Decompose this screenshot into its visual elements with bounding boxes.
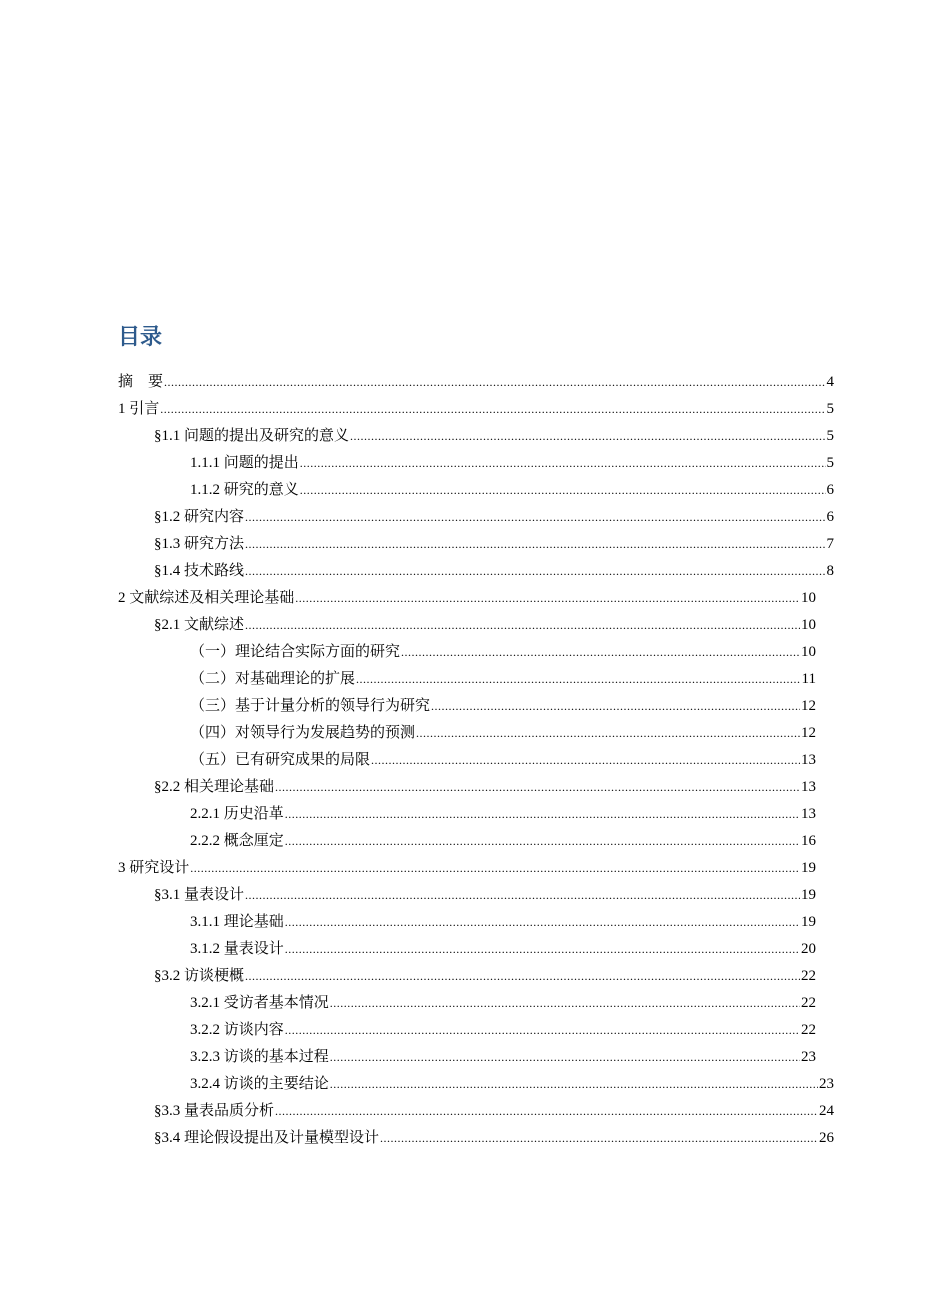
toc-entry[interactable]	[0, 828, 816, 855]
toc-entry[interactable]	[0, 531, 834, 558]
toc-dot-leader	[401, 639, 800, 666]
toc-entry[interactable]	[0, 369, 834, 396]
toc-entry-page-number: 7	[826, 536, 834, 552]
toc-entry-label: 1 引言	[118, 401, 160, 417]
toc-entry-label: §1.2 研究内容	[154, 509, 245, 525]
toc-entry[interactable]	[0, 612, 816, 639]
toc-entry-label: 3.1.2 量表设计	[190, 941, 284, 957]
toc-entry-label: 3.1.1 理论基础	[190, 914, 284, 930]
toc-dot-leader	[285, 936, 800, 963]
toc-entry-page-number: 26	[819, 1130, 834, 1146]
toc-dot-leader	[295, 585, 800, 612]
toc-entry-page-number: 5	[826, 455, 834, 471]
toc-entry[interactable]	[0, 693, 816, 720]
toc-entry[interactable]	[0, 801, 816, 828]
toc-dot-leader	[416, 720, 800, 747]
toc-title: 目录	[118, 325, 163, 350]
toc-entry-label: 3.2.3 访谈的基本过程	[190, 1049, 329, 1065]
toc-entry[interactable]	[0, 990, 816, 1017]
toc-dot-leader	[285, 801, 800, 828]
toc-entry-page-number: 16	[801, 833, 816, 849]
toc-entry-page-number: 19	[801, 914, 816, 930]
toc-entry[interactable]	[0, 963, 816, 990]
toc-entry[interactable]	[0, 423, 834, 450]
toc-entry-page-number: 8	[826, 563, 834, 579]
toc-entry-label: 摘 要	[118, 374, 164, 390]
toc-entry[interactable]	[0, 720, 816, 747]
toc-dot-leader	[431, 693, 800, 720]
toc-entry-label: §3.4 理论假设提出及计量模型设计	[154, 1130, 380, 1146]
toc-entry-page-number: 23	[819, 1076, 834, 1092]
toc-entry-label: 1.1.2 研究的意义	[190, 482, 299, 498]
toc-list	[0, 369, 950, 1152]
toc-entry-page-number: 5	[826, 401, 834, 417]
toc-entry-page-number: 6	[826, 509, 834, 525]
toc-entry-label: 1.1.1 问题的提出	[190, 455, 299, 471]
toc-entry-page-number: 10	[801, 644, 816, 660]
toc-entry[interactable]	[0, 666, 816, 693]
toc-dot-leader	[371, 747, 800, 774]
toc-entry-label: （三）基于计量分析的领导行为研究	[190, 698, 431, 714]
toc-entry[interactable]	[0, 477, 834, 504]
toc-entry-label: 3.2.4 访谈的主要结论	[190, 1076, 329, 1092]
toc-entry-page-number: 24	[819, 1103, 834, 1119]
toc-entry-label: （二）对基础理论的扩展	[190, 671, 356, 687]
toc-entry-page-number: 12	[801, 725, 816, 741]
toc-entry-page-number: 20	[801, 941, 816, 957]
toc-entry-label: 3 研究设计	[118, 860, 190, 876]
toc-entry[interactable]	[0, 1017, 816, 1044]
toc-entry-page-number: 5	[826, 428, 834, 444]
toc-entry[interactable]	[0, 1098, 834, 1125]
toc-dot-leader	[330, 990, 800, 1017]
toc-entry[interactable]	[0, 585, 816, 612]
toc-dot-leader	[190, 855, 800, 882]
toc-entry-page-number: 22	[801, 968, 816, 984]
toc-entry[interactable]	[0, 639, 816, 666]
toc-entry[interactable]	[0, 1044, 816, 1071]
toc-entry-page-number: 19	[801, 887, 816, 903]
toc-dot-leader	[285, 1017, 800, 1044]
toc-entry[interactable]	[0, 504, 834, 531]
toc-entry-page-number: 12	[801, 698, 816, 714]
toc-entry-page-number: 4	[826, 374, 834, 390]
toc-dot-leader	[356, 666, 801, 693]
toc-entry[interactable]	[0, 1125, 834, 1152]
toc-entry-label: §2.1 文献综述	[154, 617, 245, 633]
toc-entry-page-number: 10	[801, 617, 816, 633]
toc-entry[interactable]	[0, 450, 834, 477]
toc-dot-leader	[160, 396, 825, 423]
toc-dot-leader	[245, 558, 825, 585]
toc-dot-leader	[300, 477, 826, 504]
toc-entry-label: （四）对领导行为发展趋势的预测	[190, 725, 416, 741]
toc-entry-label: §1.4 技术路线	[154, 563, 245, 579]
toc-entry-page-number: 13	[801, 779, 816, 795]
toc-entry-page-number: 22	[801, 995, 816, 1011]
toc-entry-label: （一）理论结合实际方面的研究	[190, 644, 401, 660]
toc-entry-label: 3.2.2 访谈内容	[190, 1022, 284, 1038]
toc-entry-label: 2.2.2 概念厘定	[190, 833, 284, 849]
toc-entry-page-number: 13	[801, 752, 816, 768]
toc-dot-leader	[245, 612, 800, 639]
toc-dot-leader	[245, 963, 800, 990]
toc-entry-label: 2.2.1 历史沿革	[190, 806, 284, 822]
toc-entry[interactable]	[0, 1071, 834, 1098]
toc-dot-leader	[330, 1044, 800, 1071]
toc-entry-page-number: 22	[801, 1022, 816, 1038]
toc-entry[interactable]	[0, 882, 816, 909]
toc-entry[interactable]	[0, 909, 816, 936]
toc-entry[interactable]	[0, 747, 816, 774]
toc-entry-label: 3.2.1 受访者基本情况	[190, 995, 329, 1011]
toc-entry-label: （五）已有研究成果的局限	[190, 752, 371, 768]
toc-entry[interactable]	[0, 936, 816, 963]
toc-entry-label: §1.3 研究方法	[154, 536, 245, 552]
toc-dot-leader	[164, 369, 825, 396]
toc-dot-leader	[275, 1098, 818, 1125]
toc-entry[interactable]	[0, 558, 834, 585]
toc-entry-page-number: 6	[826, 482, 834, 498]
toc-entry-page-number: 23	[801, 1049, 816, 1065]
toc-dot-leader	[350, 423, 825, 450]
toc-entry-label: §1.1 问题的提出及研究的意义	[154, 428, 350, 444]
toc-dot-leader	[380, 1125, 818, 1152]
toc-entry-page-number: 19	[801, 860, 816, 876]
toc-dot-leader	[285, 909, 800, 936]
toc-dot-leader	[245, 504, 825, 531]
toc-entry[interactable]	[0, 396, 834, 423]
toc-entry-label: 2 文献综述及相关理论基础	[118, 590, 295, 606]
toc-entry-page-number: 10	[801, 590, 816, 606]
toc-entry-label: §3.2 访谈梗概	[154, 968, 245, 984]
toc-entry-page-number: 11	[801, 671, 816, 687]
toc-entry-label: §3.3 量表品质分析	[154, 1103, 275, 1119]
toc-entry-label: §3.1 量表设计	[154, 887, 245, 903]
toc-dot-leader	[245, 531, 825, 558]
toc-dot-leader	[245, 882, 800, 909]
toc-entry-label: §2.2 相关理论基础	[154, 779, 275, 795]
toc-entry[interactable]	[0, 855, 816, 882]
toc-entry[interactable]	[0, 774, 816, 801]
toc-dot-leader	[275, 774, 800, 801]
toc-dot-leader	[330, 1071, 818, 1098]
toc-dot-leader	[300, 450, 826, 477]
toc-dot-leader	[285, 828, 800, 855]
toc-entry-page-number: 13	[801, 806, 816, 822]
